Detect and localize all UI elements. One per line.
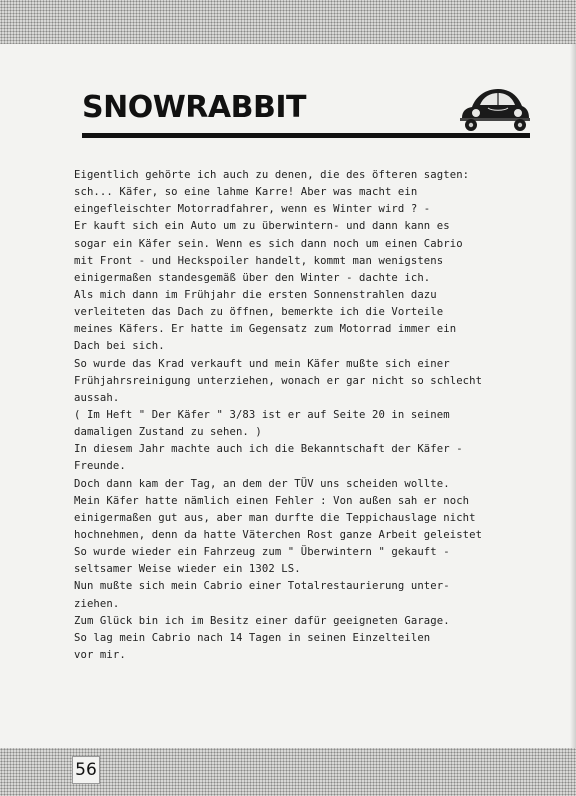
page-title: SNOWRABBIT bbox=[82, 90, 306, 125]
article-line: Freunde. bbox=[74, 460, 126, 473]
article-line: Als mich dann im Frühjahr die ersten Sonnenstrahlen dazu bbox=[74, 288, 437, 301]
article-line: So lag mein Cabrio nach 14 Tagen in seinen Einzelteilen bbox=[74, 631, 431, 644]
article-line: Eigentlich gehörte ich auch zu denen, die des öfteren sagten: bbox=[74, 169, 470, 181]
article-line: ( Im Heft " Der Käfer " 3/83 ist er auf Seite 20 in seinem bbox=[74, 408, 450, 421]
article-line: verleiteten das Dach zu öffnen, bemerkte ich die Vorteile bbox=[74, 306, 444, 319]
article-body bbox=[74, 167, 514, 664]
article-line: Doch dann kam der Tag, an dem der TÜV uns scheiden wollte. bbox=[74, 477, 450, 490]
article-line: meines Käfers. Er hatte im Gegensatz zum Motorrad immer ein bbox=[74, 323, 457, 336]
article-line: Zum Glück bin ich im Besitz einer dafür geeigneten Garage. bbox=[74, 614, 450, 627]
vw-beetle-car-icon bbox=[458, 78, 532, 132]
article-line: seltsamer Weise wieder ein 1302 LS. bbox=[74, 563, 301, 576]
article-line: In diesem Jahr machte auch ich die Bekanntschaft der Käfer - bbox=[74, 443, 463, 456]
article-line: damaligen Zustand zu sehen. ) bbox=[74, 426, 262, 439]
article-line: Frühjahrsreinigung unterziehen, wonach er gar nicht so schlecht bbox=[74, 374, 483, 387]
article-line: sogar ein Käfer sein. Wenn es sich dann noch um einen Cabrio bbox=[74, 237, 463, 250]
article-line: Nun mußte sich mein Cabrio einer Totalrestaurierung unter- bbox=[74, 580, 450, 593]
article-line: aussah. bbox=[74, 391, 120, 404]
article-line: So wurde wieder ein Fahrzeug zum " Überwintern " gekauft - bbox=[74, 546, 450, 559]
article-line: ziehen. bbox=[74, 597, 120, 610]
article-line: einigermaßen standesgemäß über den Winter - dachte ich. bbox=[74, 271, 431, 284]
article-line: Dach bei sich. bbox=[74, 340, 165, 353]
article-line: Er kauft sich ein Auto um zu überwintern- und dann kann es bbox=[74, 220, 450, 233]
article-line: mit Front - und Heckspoiler handelt, kommt man wenigstens bbox=[74, 254, 444, 267]
article-line: hochnehmen, denn da hatte Väterchen Rost ganze Arbeit geleistet bbox=[74, 528, 483, 541]
article-line: vor mir. bbox=[74, 648, 126, 661]
article-line: eingefleischter Motorradfahrer, wenn es Winter wird ? - bbox=[74, 203, 431, 216]
article-line: einigermaßen gut aus, aber man durfte die Teppichauslage nicht bbox=[74, 511, 476, 524]
page bbox=[0, 44, 576, 748]
article-line: So wurde das Krad verkauft und mein Käfer mußte sich einer bbox=[74, 357, 450, 370]
article-line: sch... Käfer, so eine lahme Karre! Aber was macht ein bbox=[74, 186, 418, 199]
article-line: Mein Käfer hatte nämlich einen Fehler : Von außen sah er noch bbox=[74, 494, 470, 507]
title-underline bbox=[82, 133, 530, 138]
page-number: 56 bbox=[72, 756, 100, 784]
top-halftone-band bbox=[0, 0, 576, 44]
